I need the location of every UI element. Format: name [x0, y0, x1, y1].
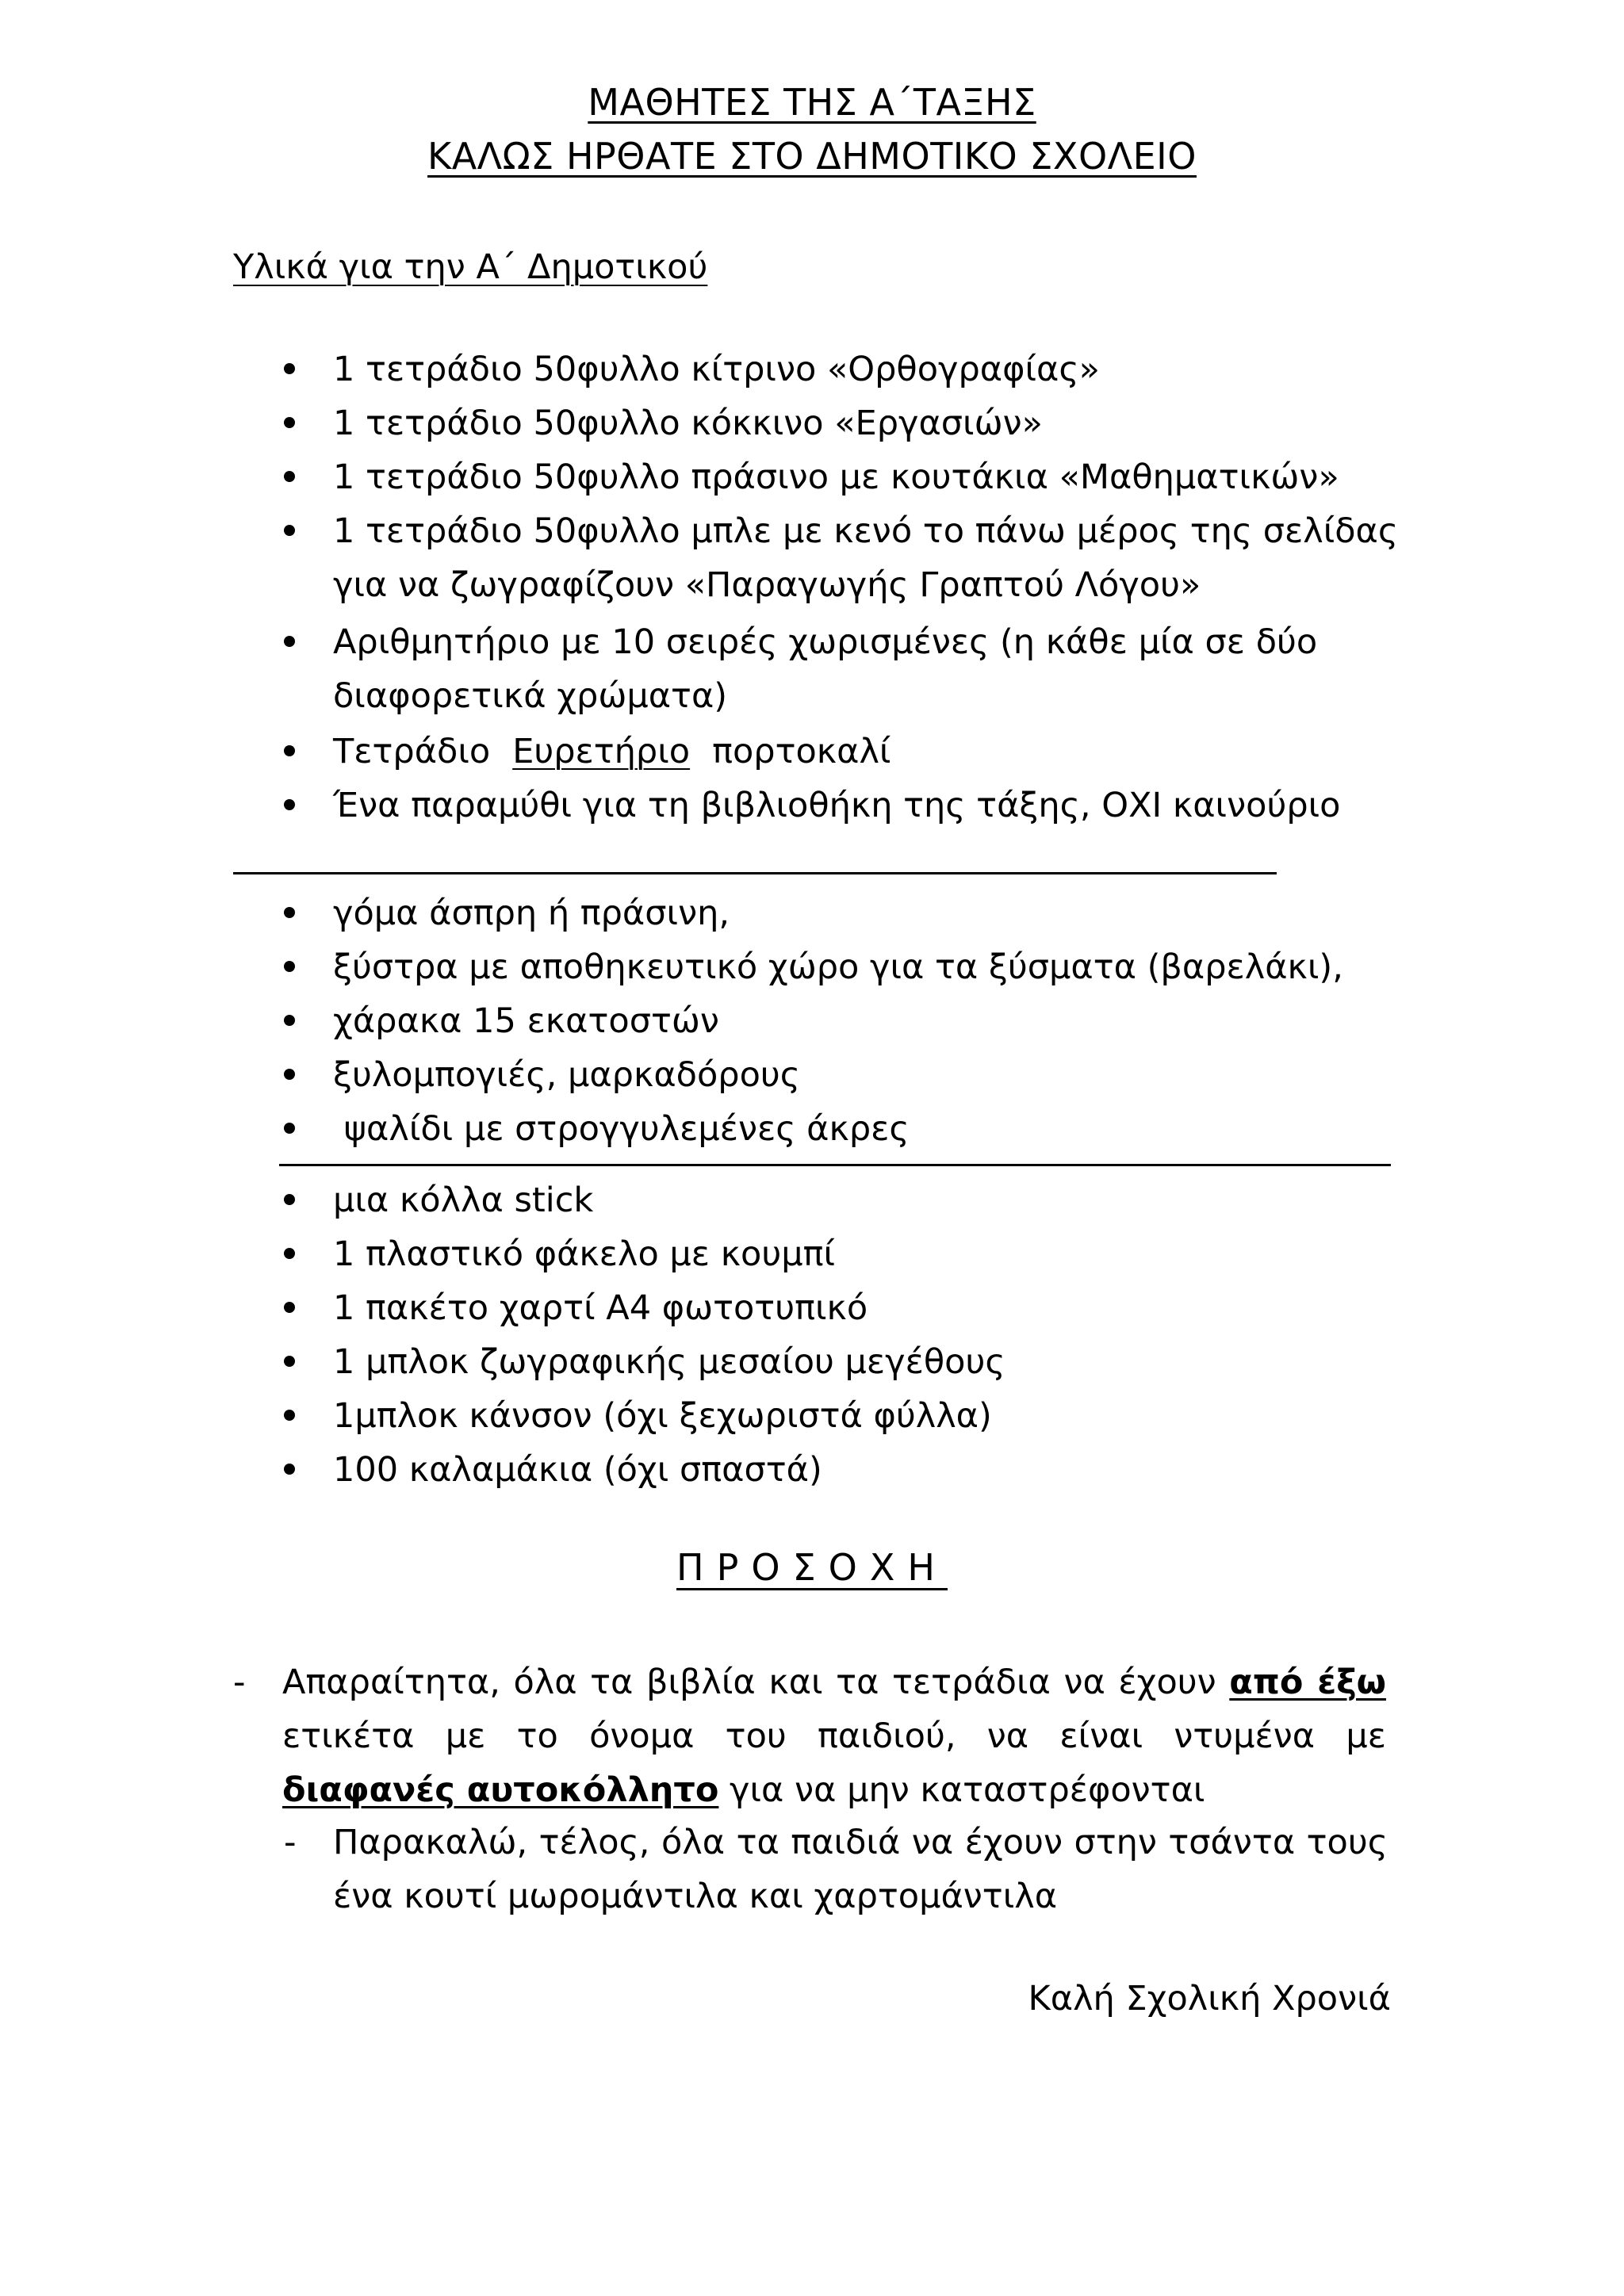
materials-heading: Υλικά για την Α΄ Δημοτικού — [233, 247, 708, 287]
notice-text-part: ετικέτα με το όνομα του παιδιού, να είναι ντυμένα με — [282, 1716, 1386, 1756]
divider — [233, 872, 1277, 874]
list-item-text-post: πορτοκαλί — [712, 732, 891, 771]
list-item-text: γόμα άσπρη ή πράσινη, — [333, 894, 730, 933]
bullet-icon — [284, 799, 295, 810]
bullet-icon — [284, 961, 295, 972]
list-item-text: 1 τετράδιο 50φυλλο κίτρινο «Ορθογραφίας» — [333, 350, 1100, 389]
bullet-icon — [284, 363, 295, 374]
list-item-text: Ένα παραμύθι για τη βιβλιοθήκη της τάξης, ΟΧΙ καινούριο — [333, 786, 1341, 825]
bullet-icon — [284, 1015, 295, 1026]
list-item-text-continued: διαφορετικά χρώματα) — [333, 676, 728, 716]
list-item-text: 1μπλοκ κάνσον (όχι ξεχωριστά φύλλα) — [333, 1396, 992, 1436]
emphasis-text: από έξω — [1229, 1663, 1386, 1702]
notice-text: Παρακαλώ, τέλος, όλα τα παιδιά να έχουν στην τσάντα τους ένα κουτί μωρομάντιλα και χαρτομάντιλα — [333, 1823, 1388, 1916]
list-item-text: 1 μπλοκ ζωγραφικής μεσαίου μεγέθους — [333, 1342, 1005, 1382]
list-item-text — [333, 725, 891, 779]
bullet-icon — [284, 907, 295, 918]
list-item-text: 1 τετράδιο 50φυλλο μπλε με κενό το πάνω μέρος της σελίδας — [333, 511, 1399, 551]
page-title: ΜΑΘΗΤΕΣ ΤΗΣ Α΄ΤΑΞΗΣ — [588, 81, 1036, 124]
list-item-text: 1 πλαστικό φάκελο με κουμπί — [333, 1234, 836, 1274]
list-item-text-pre: Τετράδιο — [333, 732, 491, 771]
list-item-text: χάρακα 15 εκατοστών — [333, 1001, 719, 1041]
list-item-text: 100 καλαμάκια (όχι σπαστά) — [333, 1450, 822, 1490]
bullet-icon — [284, 1302, 295, 1313]
list-item-text-underlined: Ευρετήριο — [512, 732, 691, 771]
notice-text-part: για να μην καταστρέφονται — [718, 1770, 1205, 1810]
emphasis-text: διαφανές αυτοκόλλητο — [282, 1770, 719, 1810]
bullet-icon — [284, 745, 295, 756]
dash-marker: - — [284, 1823, 297, 1862]
divider — [279, 1164, 1391, 1166]
attention-heading: ΠΡΟΣΟΧΗ — [676, 1546, 948, 1589]
list-item-text: ξύστρα με αποθηκευτικό χώρο για τα ξύσματα (βαρελάκι), — [333, 947, 1343, 987]
list-item-text: ψαλίδι με στρογγυλεμένες άκρες — [333, 1109, 910, 1149]
list-item-text: ξυλομπογιές, μαρκαδόρους — [333, 1055, 801, 1095]
closing-greeting: Καλή Σχολική Χρονιά — [1028, 1979, 1391, 2019]
dash-marker: - — [233, 1663, 246, 1702]
notice-text — [282, 1655, 1386, 1817]
bullet-icon — [284, 1194, 295, 1205]
bullet-icon — [284, 525, 295, 536]
bullet-icon — [284, 1069, 295, 1080]
bullet-icon — [284, 1464, 295, 1475]
page-subtitle: ΚΑΛΩΣ ΗΡΘΑΤΕ ΣΤΟ ΔΗΜΟΤΙΚΟ ΣΧΟΛΕΙΟ — [427, 135, 1197, 178]
list-item-text: 1 τετράδιο 50φυλλο κόκκινο «Εργασιών» — [333, 404, 1043, 443]
bullet-icon — [284, 471, 295, 482]
list-item-text-continued: για να ζωγραφίζουν «Παραγωγής Γραπτού Λόγου» — [333, 565, 1201, 605]
list-item-text: Αριθμητήριο με 10 σειρές χωρισμένες (η κάθε μία σε δύο — [333, 622, 1318, 662]
bullet-icon — [284, 1356, 295, 1367]
list-item-text: 1 τετράδιο 50φυλλο πράσινο με κουτάκια «Μαθηματικών» — [333, 457, 1339, 497]
list-item-text: μια κόλλα stick — [333, 1181, 594, 1220]
list-item-text: 1 πακέτο χαρτί Α4 φωτοτυπικό — [333, 1288, 868, 1328]
bullet-icon — [284, 1410, 295, 1421]
bullet-icon — [284, 417, 295, 428]
notice-text-part: Απαραίτητα, όλα τα βιβλία και τα τετράδια να έχουν — [282, 1663, 1230, 1702]
bullet-icon — [284, 1123, 295, 1134]
bullet-icon — [284, 1248, 295, 1259]
bullet-icon — [284, 636, 295, 647]
